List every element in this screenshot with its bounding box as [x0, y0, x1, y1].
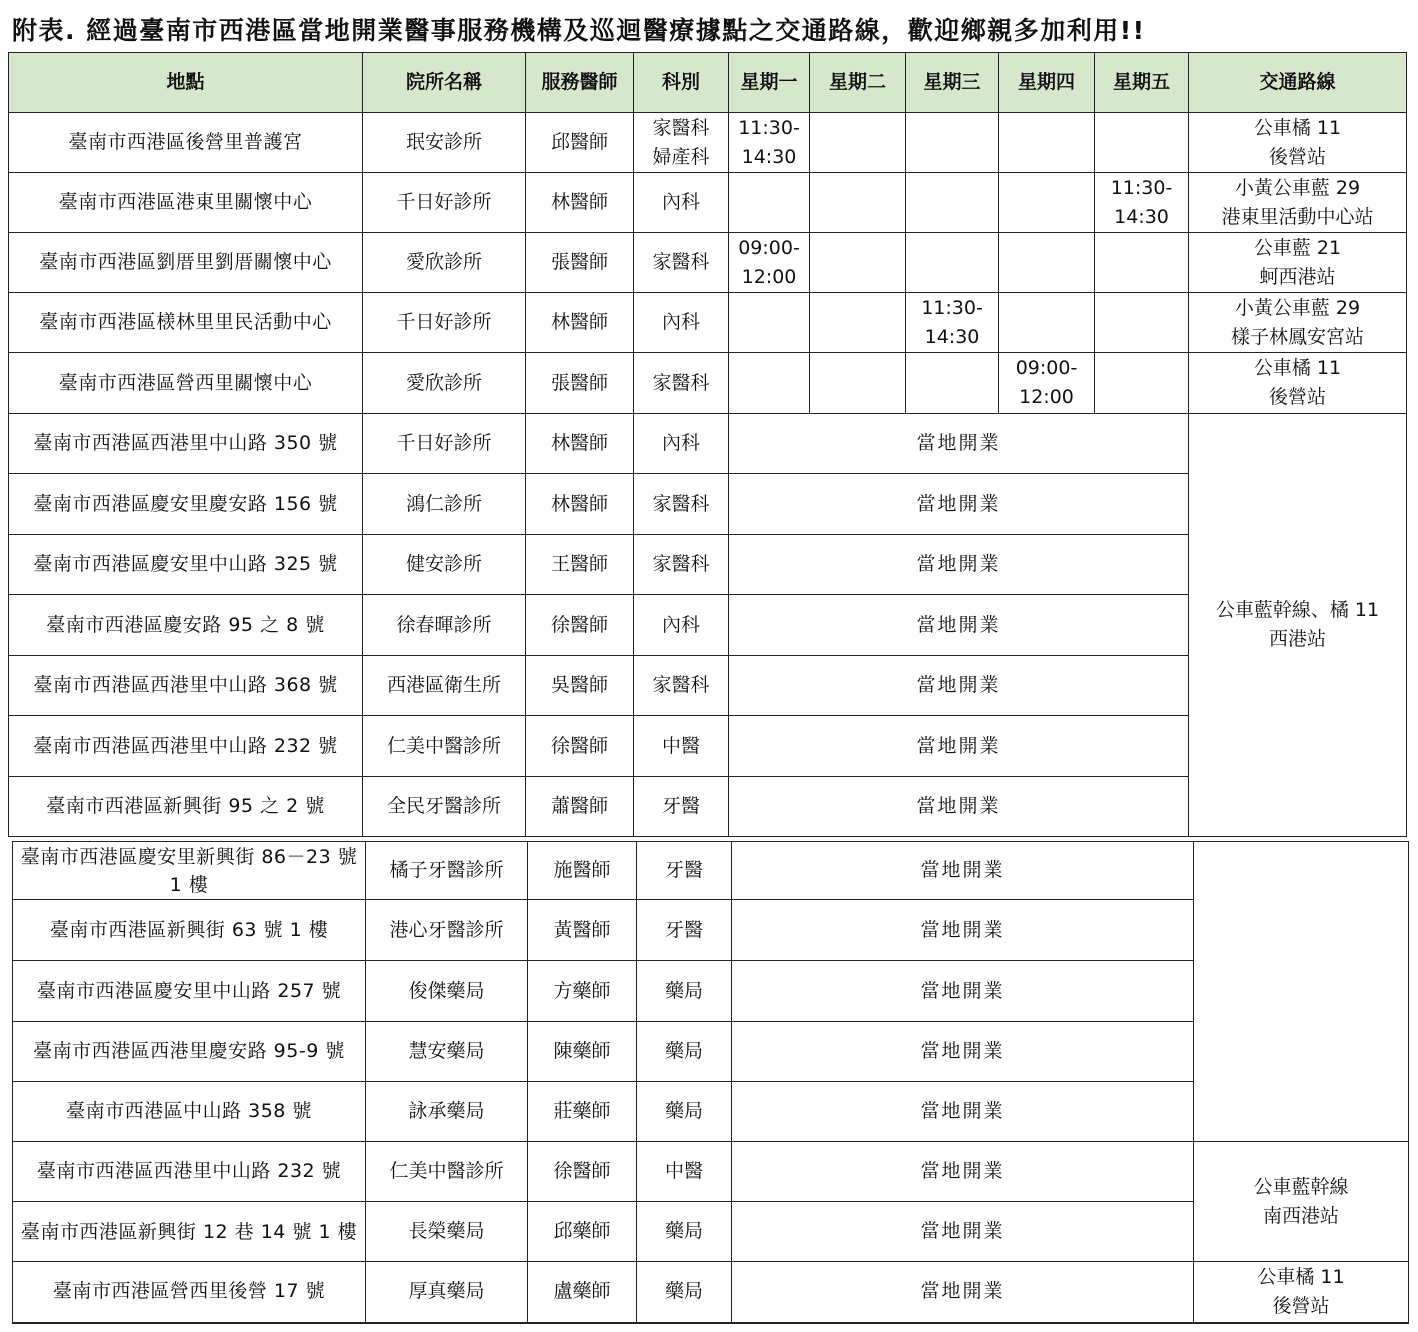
location-cell: 臺南市西港區港東里關懷中心 — [9, 173, 363, 233]
header-thu: 星期四 — [999, 53, 1095, 113]
dept-cell: 中醫 — [634, 716, 729, 777]
clinic-cell: 仁美中醫診所 — [366, 1142, 528, 1202]
route-line: 小黃公車藍 29 — [1234, 176, 1361, 199]
tue-cell — [810, 113, 906, 173]
table-row — [13, 1262, 1409, 1323]
tue-cell — [810, 353, 906, 414]
thu-cell — [999, 173, 1095, 233]
local-practice-cell: 當地開業 — [729, 716, 1189, 777]
wed-cell — [906, 113, 999, 173]
tue-cell — [810, 173, 906, 233]
time-line: 11:30- — [921, 296, 983, 319]
clinic-cell: 愛欣診所 — [363, 353, 526, 414]
location-cell: 臺南市西港區檨林里里民活動中心 — [9, 293, 363, 353]
clinic-cell: 詠承藥局 — [366, 1082, 528, 1142]
route-cell — [1189, 233, 1407, 293]
route-line: 公車橘 11 — [1253, 116, 1342, 139]
local-practice-cell: 當地開業 — [732, 1142, 1194, 1202]
header-wed: 星期三 — [906, 53, 999, 113]
local-practice-cell: 當地開業 — [732, 1022, 1194, 1082]
location-cell: 臺南市西港區慶安里慶安路 156 號 — [9, 474, 363, 535]
route-line: 西港站 — [1268, 628, 1326, 650]
dept-cell: 藥局 — [637, 961, 732, 1022]
wed-cell — [906, 233, 999, 293]
time-line: 14:30 — [924, 325, 980, 348]
doctor-cell: 陳藥師 — [528, 1022, 637, 1082]
clinic-cell: 全民牙醫診所 — [363, 777, 526, 837]
doctor-cell: 莊藥師 — [528, 1082, 637, 1142]
route-line: 公車藍 21 — [1253, 236, 1342, 259]
doctor-cell: 施醫師 — [528, 842, 637, 900]
mon-cell — [729, 293, 810, 353]
route-line: 公車橘 11 — [1253, 357, 1342, 379]
local-practice-cell: 當地開業 — [729, 535, 1189, 595]
header-clinic: 院所名稱 — [363, 53, 526, 113]
dept-line: 家醫科 — [652, 116, 710, 139]
location-cell: 臺南市西港區西港里慶安路 95-9 號 — [13, 1022, 366, 1082]
route-cell — [1194, 1142, 1409, 1262]
doctor-cell: 林醫師 — [526, 173, 634, 233]
dept-cell: 內科 — [634, 414, 729, 474]
location-cell: 臺南市西港區新興街 12 巷 14 號 1 樓 — [13, 1202, 366, 1262]
dept-line: 婦產科 — [652, 145, 710, 168]
time-line: 12:00 — [1019, 386, 1074, 408]
wed-cell — [906, 353, 999, 414]
header-location: 地點 — [9, 53, 363, 113]
mon-cell — [729, 173, 810, 233]
dept-cell: 家醫科 — [634, 353, 729, 414]
local-practice-cell: 當地開業 — [729, 595, 1189, 656]
dept-cell: 藥局 — [637, 1022, 732, 1082]
route-line: 後營站 — [1268, 386, 1326, 408]
page-title: 附表. 經過臺南市西港區當地開業醫事服務機構及巡迴醫療據點之交通路線，歡迎鄉親多加利用!! — [12, 16, 1146, 45]
route-cell — [1194, 1262, 1409, 1323]
dept-cell: 家醫科 — [634, 656, 729, 716]
doctor-cell: 方藥師 — [528, 961, 637, 1022]
time-line: 09:00- — [1015, 357, 1078, 379]
clinic-cell: 千日好診所 — [363, 414, 526, 474]
wed-cell — [906, 293, 999, 353]
header-mon: 星期一 — [729, 53, 810, 113]
route-cell — [1189, 293, 1407, 353]
mon-cell — [729, 113, 810, 173]
time-line: 14:30 — [1114, 205, 1169, 228]
location-cell: 臺南市西港區慶安路 95 之 8 號 — [9, 595, 363, 656]
clinic-cell: 健安診所 — [363, 535, 526, 595]
header-row — [9, 53, 1407, 113]
dept-cell: 家醫科 — [634, 535, 729, 595]
dept-cell: 牙醫 — [637, 842, 732, 900]
header-dept: 科別 — [634, 53, 729, 113]
clinic-cell: 港心牙醫診所 — [366, 900, 528, 961]
location-cell: 臺南市西港區中山路 358 號 — [13, 1082, 366, 1142]
fri-cell — [1095, 353, 1189, 414]
doctor-cell: 黃醫師 — [528, 900, 637, 961]
thu-cell — [999, 113, 1095, 173]
table-row — [13, 1142, 1409, 1202]
location-cell: 臺南市西港區慶安里中山路 325 號 — [9, 535, 363, 595]
local-practice-cell: 當地開業 — [729, 474, 1189, 535]
local-practice-cell: 當地開業 — [729, 777, 1189, 837]
local-practice-cell: 當地開業 — [732, 961, 1194, 1022]
thu-cell — [999, 293, 1095, 353]
location-cell: 臺南市西港區營西里關懷中心 — [9, 353, 363, 414]
route-line: 蚵西港站 — [1259, 265, 1336, 288]
location-cell: 臺南市西港區後營里普護宮 — [9, 113, 363, 173]
location-cell: 臺南市西港區慶安里新興街 86－23 號 1 樓 — [13, 842, 366, 900]
route-cell-empty — [1194, 842, 1409, 1142]
location-cell: 臺南市西港區西港里中山路 368 號 — [9, 656, 363, 716]
clinic-cell: 長榮藥局 — [366, 1202, 528, 1262]
doctor-cell: 張醫師 — [526, 233, 634, 293]
mon-cell — [729, 353, 810, 414]
location-cell: 臺南市西港區慶安里中山路 257 號 — [13, 961, 366, 1022]
fri-cell — [1095, 293, 1189, 353]
table-row — [13, 842, 1409, 900]
clinic-cell: 厚真藥局 — [366, 1262, 528, 1323]
mon-cell — [729, 233, 810, 293]
location-cell: 臺南市西港區西港里中山路 350 號 — [9, 414, 363, 474]
local-practice-cell: 當地開業 — [729, 656, 1189, 716]
local-practice-cell: 當地開業 — [732, 1202, 1194, 1262]
route-cell — [1189, 173, 1407, 233]
local-practice-cell: 當地開業 — [729, 414, 1189, 474]
time-line: 11:30- — [738, 116, 800, 139]
fri-cell — [1095, 113, 1189, 173]
table-row — [9, 173, 1407, 233]
fri-cell — [1095, 173, 1189, 233]
tue-cell — [810, 293, 906, 353]
time-line: 11:30- — [1110, 176, 1173, 199]
location-cell: 臺南市西港區劉厝里劉厝關懷中心 — [9, 233, 363, 293]
schedule-table — [8, 52, 1407, 837]
route-line: 港東里活動中心站 — [1221, 205, 1374, 228]
location-cell: 臺南市西港區西港里中山路 232 號 — [13, 1142, 366, 1202]
thu-cell — [999, 353, 1095, 414]
clinic-cell: 俊傑藥局 — [366, 961, 528, 1022]
dept-cell: 藥局 — [637, 1202, 732, 1262]
route-line: 後營站 — [1268, 145, 1326, 168]
clinic-cell: 徐春暉診所 — [363, 595, 526, 656]
location-cell: 臺南市西港區西港里中山路 232 號 — [9, 716, 363, 777]
doctor-cell: 徐醫師 — [528, 1142, 637, 1202]
clinic-cell: 西港區衛生所 — [363, 656, 526, 716]
dept-cell: 內科 — [634, 173, 729, 233]
location-cell: 臺南市西港區新興街 95 之 2 號 — [9, 777, 363, 837]
route-line: 小黃公車藍 29 — [1234, 296, 1361, 319]
doctor-cell: 蕭醫師 — [526, 777, 634, 837]
doctor-cell: 邱藥師 — [528, 1202, 637, 1262]
clinic-cell: 橘子牙醫診所 — [366, 842, 528, 900]
tue-cell — [810, 233, 906, 293]
local-practice-cell: 當地開業 — [732, 842, 1194, 900]
doctor-cell: 林醫師 — [526, 293, 634, 353]
location-cell: 臺南市西港區新興街 63 號 1 樓 — [13, 900, 366, 961]
fri-cell — [1095, 233, 1189, 293]
local-practice-cell: 當地開業 — [732, 900, 1194, 961]
header-tue: 星期二 — [810, 53, 906, 113]
route-cell — [1189, 414, 1407, 837]
route-line: 南西港站 — [1262, 1204, 1339, 1227]
doctor-cell: 邱醫師 — [526, 113, 634, 173]
local-practice-cell: 當地開業 — [732, 1262, 1194, 1323]
doctor-cell: 張醫師 — [526, 353, 634, 414]
dept-cell: 家醫科 — [634, 474, 729, 535]
header-doctor: 服務醫師 — [526, 53, 634, 113]
route-cell — [1189, 353, 1407, 414]
dept-cell: 牙醫 — [634, 777, 729, 837]
clinic-cell: 千日好診所 — [363, 293, 526, 353]
dept-cell: 內科 — [634, 595, 729, 656]
time-line: 09:00- — [738, 236, 800, 259]
dept-cell: 內科 — [634, 293, 729, 353]
local-practice-cell: 當地開業 — [732, 1082, 1194, 1142]
table-row — [9, 113, 1407, 173]
table-row — [9, 353, 1407, 414]
route-line: 樣子林鳳安宮站 — [1230, 325, 1364, 348]
location-cell: 臺南市西港區營西里後營 17 號 — [13, 1262, 366, 1323]
doctor-cell: 林醫師 — [526, 474, 634, 535]
dept-cell: 中醫 — [637, 1142, 732, 1202]
doctor-cell: 徐醫師 — [526, 595, 634, 656]
table-row — [9, 233, 1407, 293]
clinic-cell: 珉安診所 — [363, 113, 526, 173]
dept-cell: 藥局 — [637, 1262, 732, 1323]
dept-cell — [634, 113, 729, 173]
route-line: 公車橘 11 — [1257, 1265, 1345, 1288]
clinic-cell: 仁美中醫診所 — [363, 716, 526, 777]
clinic-cell: 慧安藥局 — [366, 1022, 528, 1082]
dept-cell: 藥局 — [637, 1082, 732, 1142]
route-cell — [1189, 113, 1407, 173]
header-fri: 星期五 — [1095, 53, 1189, 113]
doctor-cell: 王醫師 — [526, 535, 634, 595]
header-route: 交通路線 — [1189, 53, 1407, 113]
table-row — [9, 293, 1407, 353]
clinic-cell: 愛欣診所 — [363, 233, 526, 293]
route-line: 公車藍幹線 — [1253, 1175, 1349, 1198]
doctor-cell: 林醫師 — [526, 414, 634, 474]
dept-cell: 牙醫 — [637, 900, 732, 961]
time-line: 14:30 — [741, 145, 797, 168]
route-line: 後營站 — [1272, 1294, 1330, 1317]
thu-cell — [999, 233, 1095, 293]
time-line: 12:00 — [741, 265, 797, 288]
dept-cell: 家醫科 — [634, 233, 729, 293]
wed-cell — [906, 173, 999, 233]
clinic-cell: 千日好診所 — [363, 173, 526, 233]
route-line: 公車藍幹線、橘 11 — [1215, 599, 1380, 621]
schedule-table-continued — [12, 841, 1409, 1324]
doctor-cell: 徐醫師 — [526, 716, 634, 777]
doctor-cell: 盧藥師 — [528, 1262, 637, 1323]
clinic-cell: 鴻仁診所 — [363, 474, 526, 535]
table-row — [9, 414, 1407, 474]
doctor-cell: 吳醫師 — [526, 656, 634, 716]
